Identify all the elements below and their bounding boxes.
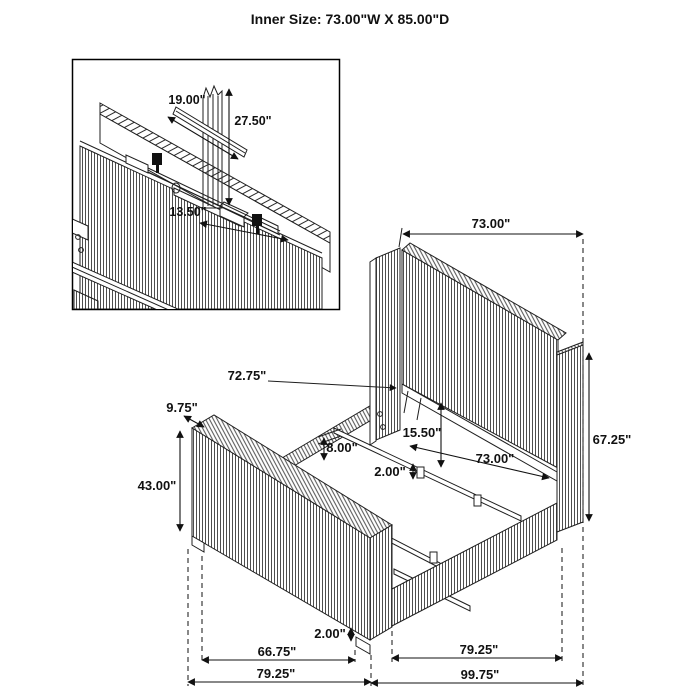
dim-bracket-width: 19.00" bbox=[168, 93, 206, 107]
dim-mount-height: 27.50" bbox=[234, 114, 272, 128]
headboard-right-wing bbox=[557, 345, 583, 532]
dim-deck-clearance: 15.50" bbox=[402, 425, 442, 440]
dim-inner-width: 73.00" bbox=[475, 451, 515, 466]
dim-inner-rail-width: 72.75" bbox=[227, 368, 267, 383]
dim-footboard-depth: 9.75" bbox=[166, 400, 198, 415]
dim-footboard-outer-width: 79.25" bbox=[256, 666, 296, 681]
footboard-leg bbox=[356, 637, 370, 654]
dim-footboard-inner-width: 66.75" bbox=[257, 644, 297, 659]
support-leg bbox=[474, 495, 481, 506]
dim-footboard-height: 43.00" bbox=[137, 478, 177, 493]
diagram-title: Inner Size: 73.00"W X 85.00"D bbox=[250, 11, 450, 27]
support-leg bbox=[417, 467, 424, 478]
dim-overall-depth: 99.75" bbox=[460, 667, 500, 682]
dim-leg-height: 2.00" bbox=[314, 626, 346, 641]
footboard-end bbox=[370, 525, 392, 640]
dim-headboard-width: 73.00" bbox=[471, 216, 511, 231]
support-leg bbox=[430, 552, 437, 563]
headboard-left-wing-side bbox=[370, 258, 376, 445]
dim-rail-offset: 13.50" bbox=[169, 205, 207, 219]
right-side-rail bbox=[390, 503, 557, 627]
dim-slat-thickness: 2.00" bbox=[374, 464, 406, 479]
dim-side-rail-length: 79.25" bbox=[459, 642, 499, 657]
footboard bbox=[192, 415, 392, 654]
tv-mount-inset bbox=[70, 60, 340, 321]
dim-headboard-height: 67.25" bbox=[592, 432, 632, 447]
dim-rail-height: 8.00" bbox=[326, 440, 358, 455]
